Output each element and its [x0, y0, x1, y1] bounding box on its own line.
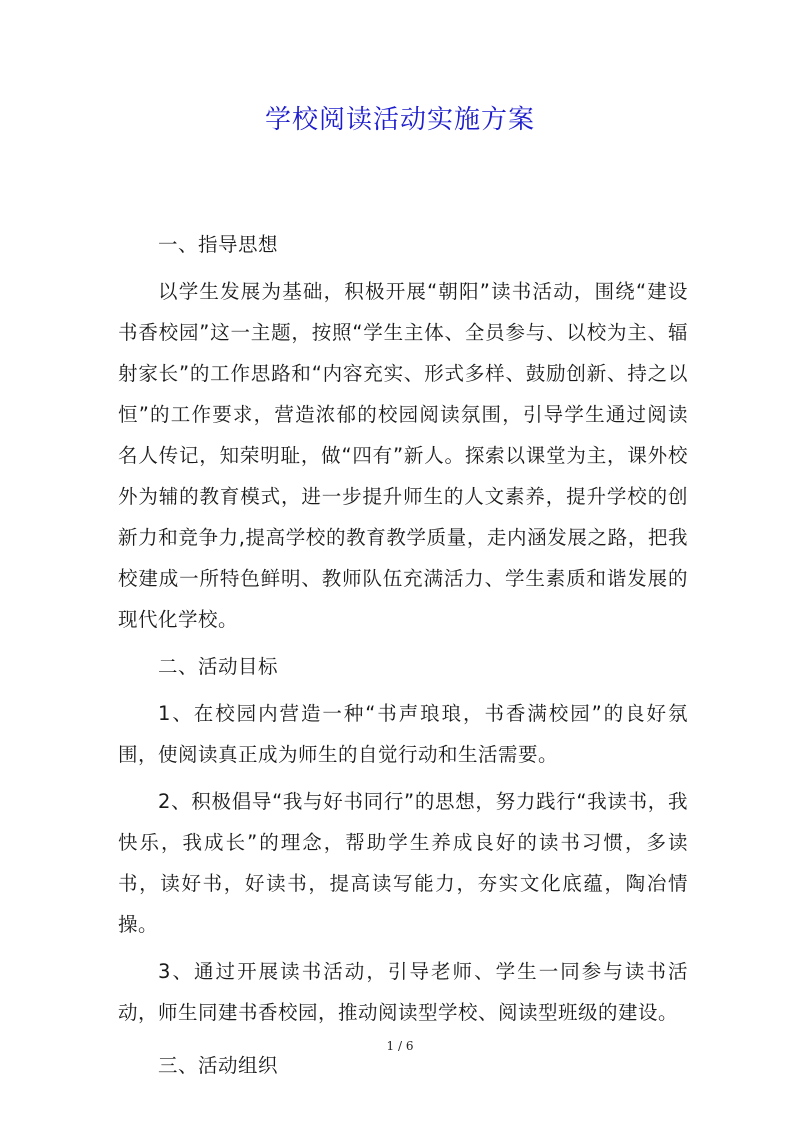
paragraph-goal-3: 3、通过开展读书活动，引导老师、学生一同参与读书活动，师生同建书香校园，推动阅读型学校、阅读型班级的建设。 — [118, 960, 688, 1024]
paragraph-goal-1: 1、在校园内营造一种“书声琅琅，书香满校园”的良好氛围，使阅读真正成为师生的自觉行动和生活需要。 — [118, 702, 688, 766]
paragraph-guiding-ideology: 以学生发展为基础，积极开展“朝阳”读书活动，围绕“建设书香校园”这一主题，按照“学生主体、全员参与、以校为主、辐射家长”的工作思路和“内容充实、形式多样、鼓励创新、持之以恒”的工作要求，营造浓郁的校园阅读氛围，引导学生通过阅读名人传记，知荣明耻，做“四有”新人。探索以课堂为主，课外校外为辅的教育模式，进一步提升师生的人文素养，提升学校的创新力和竞争力,提高学校的教育教学质量，走内涵发展之路，把我校建成一所特色鲜明、教师队伍充满活力、学生素质和谐发展的现代化学校。 — [118, 280, 688, 631]
paragraph-goal-2: 2、积极倡导“我与好书同行”的思想，努力践行“我读书，我快乐，我成长”的理念，帮助学生养成良好的读书习惯，多读书，读好书，好读书，提高读写能力，夯实文化底蕴，陶冶情操。 — [118, 790, 688, 936]
section-heading-guiding-ideology: 一、指导思想 — [158, 233, 279, 256]
section-heading-activity-organization: 三、活动组织 — [158, 1054, 279, 1077]
document-body — [118, 224, 688, 1086]
page-number: 1 / 6 — [386, 1039, 414, 1053]
section-heading-activity-goals: 二、活动目标 — [158, 655, 279, 678]
document-title: 学校阅读活动实施方案 — [264, 105, 535, 135]
